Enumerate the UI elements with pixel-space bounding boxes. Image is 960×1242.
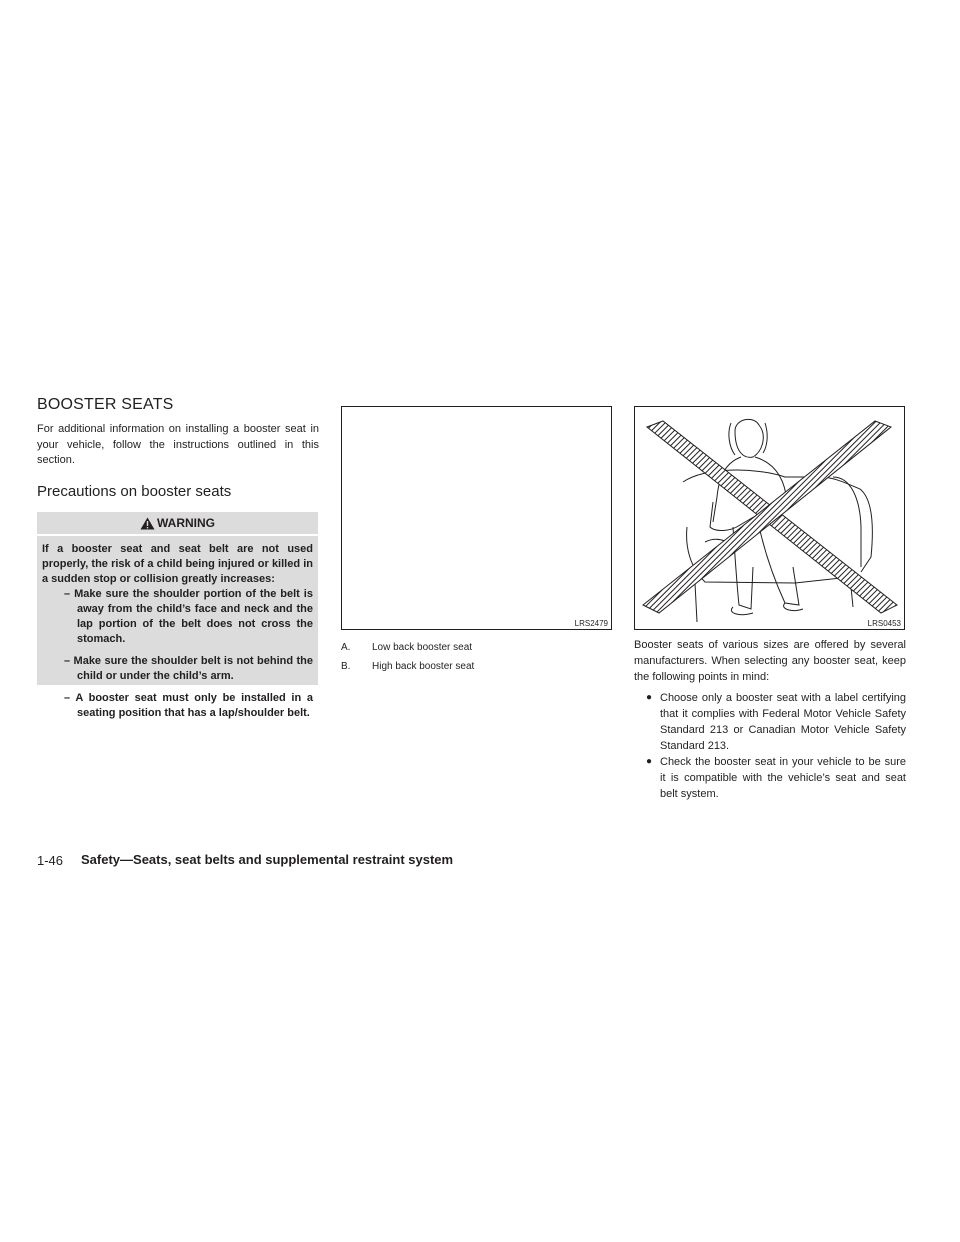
figure-code: LRS0453 xyxy=(867,619,901,628)
caption-text: Low back booster seat xyxy=(372,642,473,653)
caption-text: High back booster seat xyxy=(372,661,475,672)
list-item xyxy=(634,754,906,802)
caption-letter: B. xyxy=(341,661,351,672)
list-item xyxy=(634,690,906,754)
page-number: 1-46 xyxy=(37,853,64,868)
caption-letter: A. xyxy=(341,642,351,653)
caption-a xyxy=(341,642,601,653)
child-in-seat-illustration xyxy=(635,407,904,629)
booster-selection-paragraph: Booster seats of various sizes are offered by several manufacturers. When selecting any booster seat, keep the following points in mind: xyxy=(634,639,906,683)
caption-b xyxy=(341,661,601,672)
figure-code: LRS2479 xyxy=(574,619,608,628)
warning-icon xyxy=(140,517,155,530)
warning-body xyxy=(37,536,318,719)
subsection-title: Precautions on booster seats xyxy=(37,483,232,500)
warning-label: WARNING xyxy=(157,516,215,530)
bullet-glyph: ● xyxy=(646,692,653,703)
warning-item: – Make sure the shoulder portion of the belt is away from the child’s face and neck and the lap portion of the belt does not cross the stomach. xyxy=(64,588,313,645)
bullet-glyph: ● xyxy=(646,756,653,767)
footer-title: Safety—Seats, seat belts and supplemental restraint system xyxy=(81,852,454,867)
warning-item: – Make sure the shoulder belt is not behind the child or under the child’s arm. xyxy=(64,655,313,682)
section-intro: For additional information on installing a booster seat in your vehicle, follow the instructions outlined in this section. xyxy=(37,423,319,466)
list-item-text: Check the booster seat in your vehicle to be sure it is compatible with the vehicle’s seat and seat belt system. xyxy=(660,756,906,800)
list-item-text: Choose only a booster seat with a label certifying that it complies with Federal Motor Vehicle Safety Standard 213 or Canadian Motor Vehicle Safety Standard 213. xyxy=(660,692,906,752)
warning-item: – A booster seat must only be installed in a seating position that has a lap/shoulder belt. xyxy=(64,692,313,719)
warning-intro: If a booster seat and seat belt are not used properly, the risk of a child being injured or killed in a sudden stop or collision greatly increases: xyxy=(42,543,313,585)
figure-incorrect-belt-use xyxy=(634,406,905,630)
warning-header xyxy=(37,512,318,534)
figure-booster-seats xyxy=(341,406,612,630)
section-title: BOOSTER SEATS xyxy=(37,396,174,413)
